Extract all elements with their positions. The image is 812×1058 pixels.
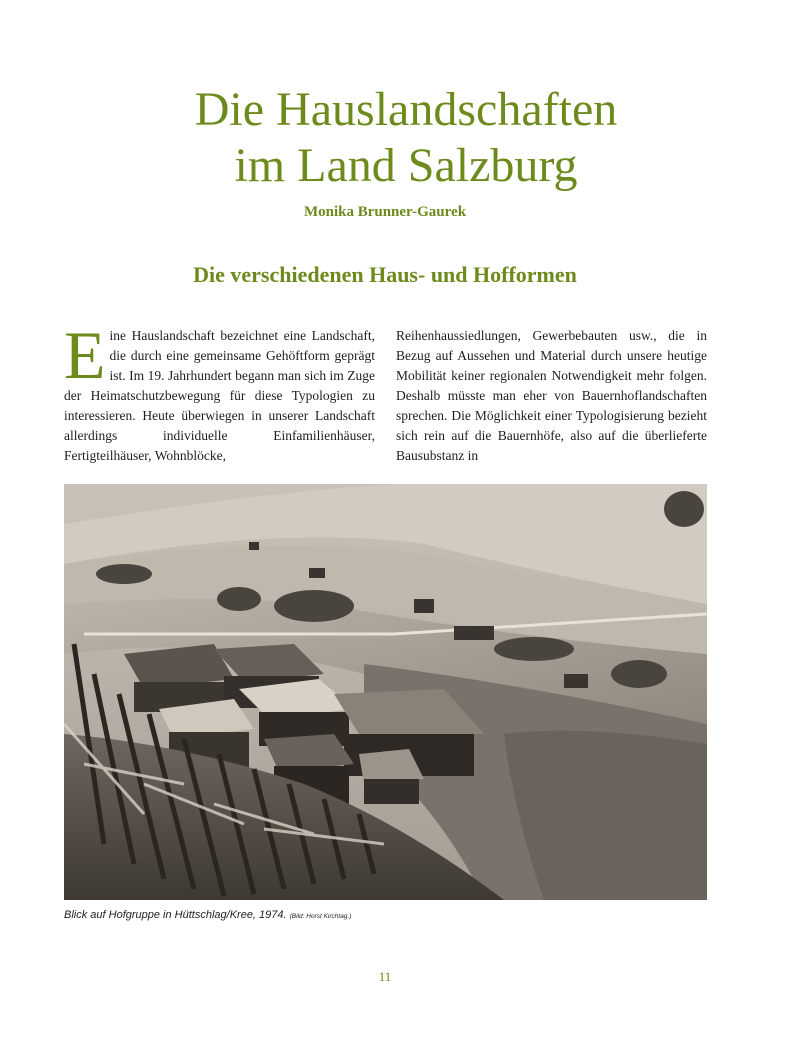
title-line-2: im Land Salzburg bbox=[234, 139, 578, 192]
landscape-illustration bbox=[64, 484, 707, 900]
text-column-right bbox=[396, 326, 707, 466]
title-line-1: Die Hauslandschaften bbox=[194, 83, 618, 136]
figure-caption bbox=[64, 909, 351, 921]
author-name: Monika Brunner-Gaurek bbox=[303, 204, 467, 220]
text-column-left bbox=[64, 317, 375, 466]
page-title bbox=[0, 82, 812, 194]
page-number: 11 bbox=[378, 969, 392, 984]
caption-text: Blick auf Hofgruppe in Hüttschlag/Kree, 1974. bbox=[64, 909, 287, 921]
drop-cap: E bbox=[64, 317, 106, 393]
column-1-text: ine Hauslandschaft bezeichnet eine Landschaft, die durch eine gemeinsame Gehöftform geprägt ist. Im 19. Jahrhundert begann man sich im Zuge der Heimatschutzbewegung für diese Typologien zu interessieren. Heute überwiegen in unserer Landschaft allerdings individuelle Einfamilienhäuser, Fertigteilhäuser, Wohnblöcke, bbox=[64, 328, 375, 463]
farmstead-photo bbox=[64, 484, 707, 900]
column-2-text: Reihenhaussiedlungen, Gewerbebauten usw., die in Bezug auf Aussehen und Material durch unsere heutige Mobilität keiner regionalen Notwendigkeit mehr folgen. Deshalb müsste man eher von Bauernhoflandschaften sprechen. Die Möglichkeit einer Typologisierung bezieht sich rein auf die Bauernhöfe, also auf die überlieferte Bausubstanz in bbox=[396, 328, 707, 463]
photo-credit: (Bild: Horst Kirchtag.) bbox=[289, 913, 352, 920]
section-heading: Die verschiedenen Haus- und Hofformen bbox=[193, 262, 577, 287]
